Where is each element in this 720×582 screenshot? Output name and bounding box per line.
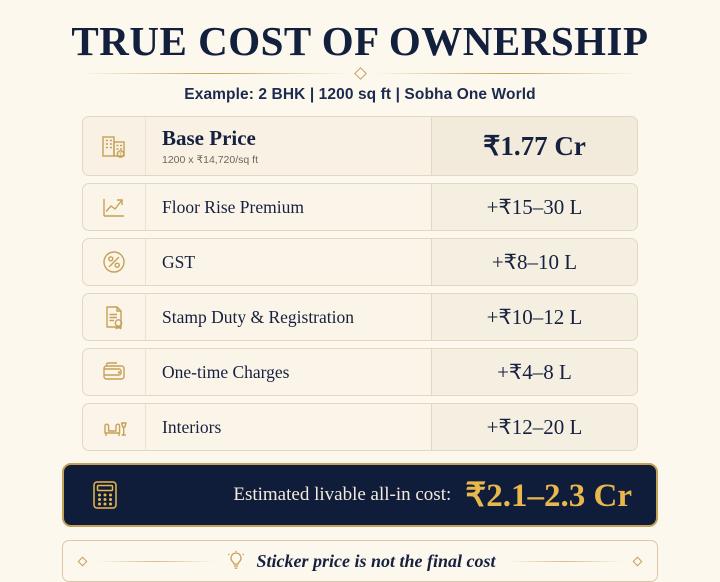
diamond-icon-left xyxy=(78,556,88,566)
calculator-icon xyxy=(74,472,136,518)
label-cell xyxy=(146,404,431,450)
cost-label: GST xyxy=(162,251,196,272)
cost-row-interiors xyxy=(82,403,638,451)
page-title: TRUE COST OF OWNERSHIP xyxy=(71,18,649,64)
cost-label: Interiors xyxy=(162,416,222,437)
total-value: ₹2.1–2.3 Cr xyxy=(465,478,632,515)
svg-text:₹: ₹ xyxy=(119,151,122,157)
label-cell xyxy=(146,294,431,340)
subtitle: Example: 2 BHK | 1200 sq ft | Sobha One World xyxy=(184,86,536,104)
cost-row-gst xyxy=(82,238,638,286)
document-seal-icon xyxy=(83,294,146,340)
label-cell xyxy=(146,349,431,395)
total-cost-bar xyxy=(62,463,658,527)
armchair-lamp-icon xyxy=(83,404,146,450)
label-cell xyxy=(146,117,431,175)
total-label: Estimated livable all-in cost: xyxy=(233,484,452,506)
label-cell xyxy=(146,239,431,285)
cost-label: Floor Rise Premium xyxy=(162,196,304,217)
footer-note xyxy=(62,540,658,582)
growth-chart-icon xyxy=(83,184,146,230)
cost-value: +₹12–20 L xyxy=(431,404,637,450)
lightbulb-icon xyxy=(225,550,247,572)
footer-rule-right xyxy=(506,561,625,562)
cost-sublabel: 1200 x ₹14,720/sq ft xyxy=(162,153,258,166)
cost-label: Stamp Duty & Registration xyxy=(162,306,355,327)
cost-breakdown-list xyxy=(82,116,638,451)
cost-value: +₹15–30 L xyxy=(431,184,637,230)
cost-row-floor-rise-premium xyxy=(82,183,638,231)
diamond-icon-right xyxy=(633,556,643,566)
divider-rule-left xyxy=(80,73,348,74)
building-icon xyxy=(83,117,146,175)
label-cell xyxy=(146,184,431,230)
diamond-icon xyxy=(354,67,367,80)
cost-label: Base Price xyxy=(162,126,256,151)
wallet-icon xyxy=(83,349,146,395)
cost-label: One-time Charges xyxy=(162,361,290,382)
cost-row-stamp-duty xyxy=(82,293,638,341)
cost-row-base-price xyxy=(82,116,638,176)
cost-value: ₹1.77 Cr xyxy=(431,117,637,175)
title-divider xyxy=(80,69,640,78)
percent-icon xyxy=(83,239,146,285)
cost-row-one-time-charges xyxy=(82,348,638,396)
cost-value: +₹4–8 L xyxy=(431,349,637,395)
cost-value: +₹10–12 L xyxy=(431,294,637,340)
footer-text: Sticker price is not the final cost xyxy=(256,550,496,571)
cost-value: +₹8–10 L xyxy=(431,239,637,285)
divider-rule-right xyxy=(373,73,641,74)
footer-rule-left xyxy=(96,561,215,562)
